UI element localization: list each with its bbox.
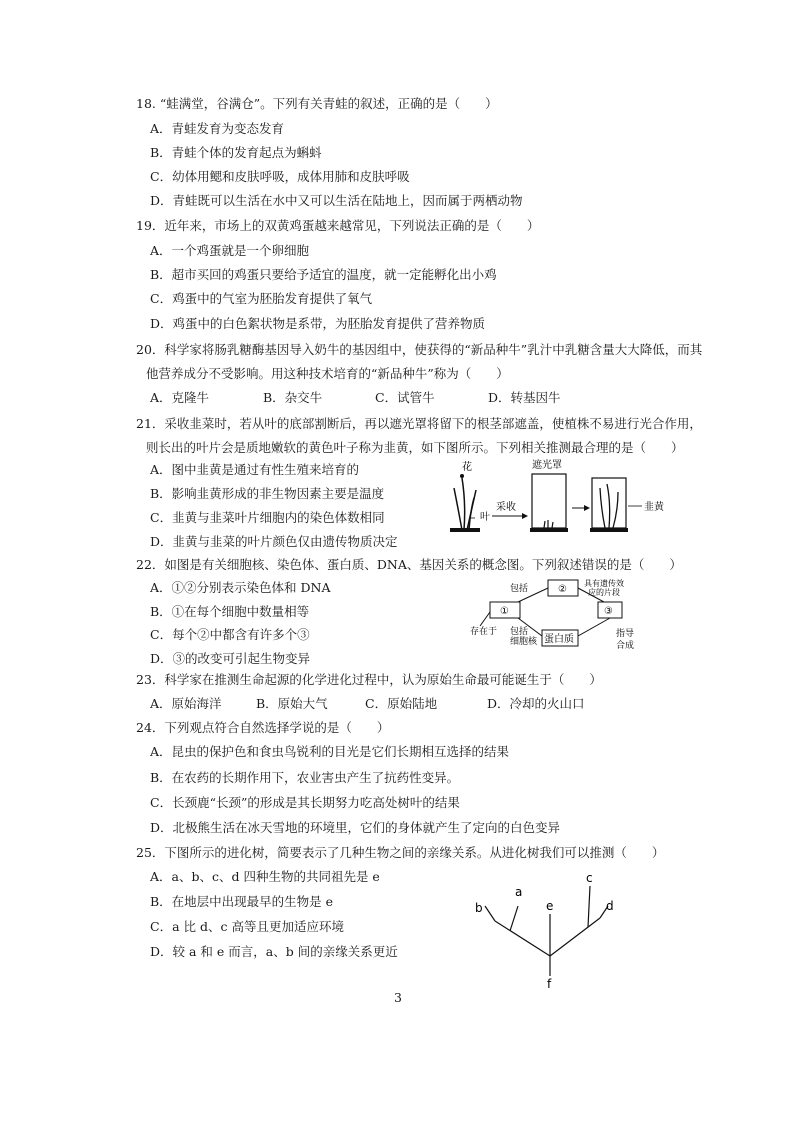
q24-option-c: C．长颈鹿“长颈”的形成是其长期努力吃高处树叶的结果 (150, 795, 460, 810)
node-3: ③ (604, 606, 613, 617)
q25-option-c: C．a 比 d、c 高等且更加适应环境 (150, 919, 344, 934)
label-leaf: 叶 (480, 512, 490, 523)
q20-option-b: B．杂交牛 (263, 390, 323, 405)
q25-option-a: A．a、b、c、d 四种生物的共同祖先是 e (150, 869, 380, 884)
q18-option-d: D．青蛙既可以生活在水中又可以生活在陆地上，因而属于两栖动物 (150, 193, 523, 208)
concept-map-figure (470, 578, 670, 658)
question-18-stem: 18. “蛙满堂，谷满仓”。下列有关青蛙的叙述，正确的是（ ） (136, 96, 498, 111)
q18-option-a: A．青蛙发育为变态发育 (150, 121, 285, 136)
q25-option-d: D．较 a 和 e 而言，a、b 间的亲缘关系更近 (150, 944, 398, 959)
question-23-stem: 23．科学家在推测生命起源的化学进化过程中，认为原始生命最可能诞生于（ ） (136, 672, 602, 687)
q21-option-c: C．韭黄与韭菜叶片细胞内的染色体数相同 (150, 510, 385, 525)
q24-option-d: D．北极熊生活在冰天雪地的环境里，它们的身体就产生了定向的白色变异 (150, 820, 561, 835)
node-protein: 蛋白质 (544, 634, 574, 645)
question-19-stem: 19．近年来，市场上的双黄鸡蛋越来越常见，下列说法正确的是（ ） (136, 218, 540, 233)
q20-option-d: D．转基因牛 (488, 390, 561, 405)
q22-option-d: D．③的改变可引起生物变异 (150, 651, 311, 666)
edge-include-top: 包括 (510, 584, 529, 594)
edge-gene-2: 应的片段 (588, 588, 620, 597)
edge-synth: 合成 (616, 641, 635, 651)
question-20-stem: 20．科学家将肠乳糖酶基因导入奶牛的基因组中，使获得的“新品种牛”乳汁中乳糖含量大大降低，而其 (136, 342, 703, 357)
tree-label-e: e (546, 899, 554, 913)
q25-option-b: B．在地层中出现最早的生物是 e (150, 894, 334, 909)
tree-label-c: c (586, 871, 593, 885)
question-21-stem-cont: 则长出的叶片会是质地嫩软的黄色叶子称为韭黄，如下图所示。下列相关推测最合理的是（ ） (146, 440, 684, 455)
page-number: 3 (394, 990, 402, 1005)
q19-option-a: A．一个鸡蛋就是一个卵细胞 (150, 243, 310, 258)
question-22-stem: 22．如图是有关细胞核、染色体、蛋白质、DNA、基因关系的概念图。下列叙述错误的是（ ） (136, 557, 682, 572)
label-harvest: 采收 (496, 502, 516, 513)
q19-option-c: C．鸡蛋中的气室为胚胎发育提供了氧气 (150, 291, 373, 306)
edge-guide: 指导 (616, 629, 635, 639)
question-20-stem-cont: 他营养成分不受影响。用这种技术培育的“新品种牛”称为（ ） (146, 366, 509, 381)
q23-option-d: D．冷却的火山口 (487, 696, 585, 711)
arrow-head (522, 513, 528, 519)
tree-label-d: d (606, 899, 614, 913)
chive-shading-figure (440, 458, 700, 548)
label-chives-yellow: 韭黄 (644, 502, 664, 513)
q22-option-a: A．①②分别表示染色体和 DNA (150, 580, 331, 595)
tree-label-b: b (475, 901, 483, 915)
q20-option-c: C．试管牛 (375, 390, 435, 405)
q22-option-c: C．每个②中都含有许多个③ (150, 627, 310, 642)
q24-option-a: A．昆虫的保护色和食虫鸟锐利的目光是它们长期相互选择的结果 (150, 744, 510, 759)
edge-include-bottom: 包括 (510, 627, 529, 637)
q18-option-c: C．幼体用鳃和皮肤呼吸，成体用肺和皮肤呼吸 (150, 169, 410, 184)
q19-option-d: D．鸡蛋中的白色絮状物是系带，为胚胎发育提供了营养物质 (150, 316, 486, 331)
label-flower: 花 (462, 462, 472, 473)
q23-option-b: B．原始大气 (256, 696, 328, 711)
question-21-stem: 21．采收韭菜时，若从叶的底部割断后，再以遮光罩将留下的根茎部遮盖，使植株不易进行光合作用， (136, 416, 702, 431)
edge-gene-1: 具有遗传效 (584, 579, 624, 588)
edge-exist: 存在于 (470, 627, 498, 637)
q23-option-a: A．原始海洋 (150, 696, 222, 711)
q19-option-b: B．超市买回的鸡蛋只要给予适宜的温度，就一定能孵化出小鸡 (150, 267, 497, 282)
q22-option-b: B．①在每个细胞中数量相等 (150, 604, 310, 619)
tree-label-a: a (515, 885, 523, 899)
evolution-tree-figure (460, 866, 640, 991)
node-1: ① (500, 606, 509, 617)
q23-option-c: C．原始陆地 (365, 696, 438, 711)
q21-option-a: A．图中韭黄是通过有性生殖来培育的 (150, 462, 360, 477)
question-24-stem: 24．下列观点符合自然选择学说的是（ ） (136, 720, 390, 735)
tree-label-f: f (547, 977, 552, 991)
chive-plant (450, 474, 480, 530)
q24-option-b: B．在农药的长期作用下，农业害虫产生了抗药性变异。 (150, 770, 460, 785)
q21-option-b: B．影响韭黄形成的非生物因素主要是温度 (150, 486, 385, 501)
q20-option-a: A．克隆牛 (150, 390, 210, 405)
node-2: ② (558, 584, 567, 595)
q21-option-d: D．韭黄与韭菜的叶片颜色仅由遗传物质决定 (150, 534, 398, 549)
q18-option-b: B．青蛙个体的发育起点为蝌蚪 (150, 145, 322, 160)
question-25-stem: 25．下图所示的进化树，简要表示了几种生物之间的亲缘关系。从进化树我们可以推测（ ） (136, 845, 665, 860)
edge-nucleus: 细胞核 (510, 637, 538, 647)
label-shade: 遮光罩 (532, 460, 562, 471)
shade-cover (532, 474, 566, 528)
